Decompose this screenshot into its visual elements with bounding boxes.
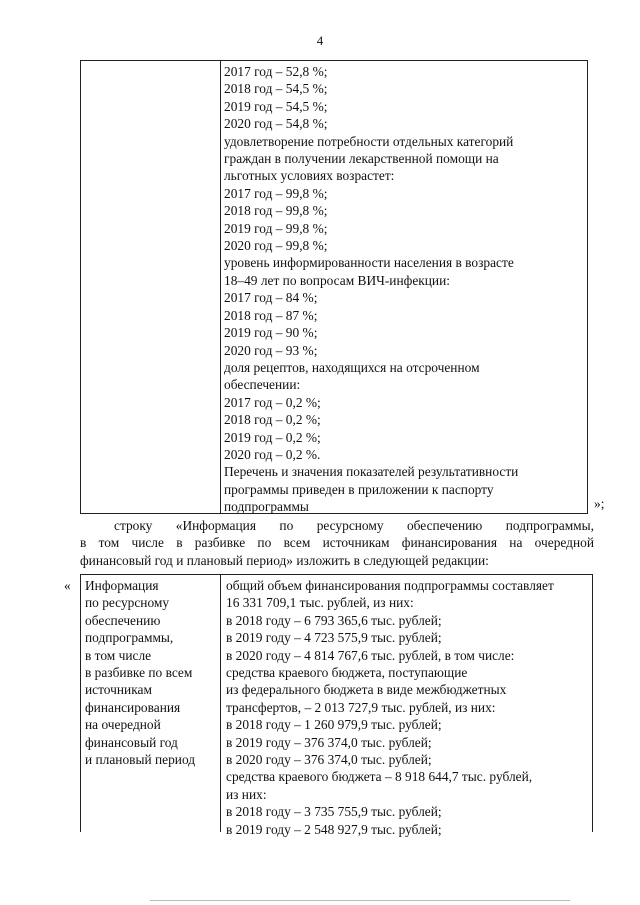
closing-quote: »; [594, 496, 605, 511]
label-line: по ресурсному [85, 595, 170, 611]
indicators-table [80, 60, 588, 514]
indicator-line: 2018 год – 87 %; [224, 307, 318, 323]
indicator-line: 2019 год – 90 %; [224, 325, 318, 341]
indicator-line: 2018 год – 54,5 %; [224, 81, 328, 97]
indicator-line: 2017 год – 52,8 %; [224, 64, 328, 79]
funding-table [80, 574, 593, 837]
paragraph-line: в том числе в разбивке по всем источникам финансирования на очередной [80, 535, 594, 551]
indicators-cell [224, 63, 586, 516]
label-line: в том числе [85, 647, 152, 663]
funding-line: в 2018 году – 6 793 365,6 тыс. рублей; [226, 612, 442, 628]
funding-line: в 2019 году – 2 548 927,9 тыс. рублей; [226, 821, 442, 837]
funding-label-cell [85, 577, 217, 768]
indicator-line: 2020 год – 0,2 %. [224, 446, 321, 462]
funding-line: средства краевого бюджета – 8 918 644,7 тыс. рублей, [226, 769, 533, 785]
page-edge-rule [150, 900, 570, 901]
funding-value-cell [226, 577, 590, 838]
funding-line: в 2020 году – 376 374,0 тыс. рублей; [226, 752, 432, 768]
label-line: обеспечению [85, 612, 161, 628]
paragraph-line: финансовый год и плановый период» изложить в следующей редакции: [80, 552, 489, 568]
indicator-line: граждан в получении лекарственной помощи на [224, 151, 499, 167]
indicator-line: подпрограммы [224, 499, 309, 515]
label-line: в разбивке по всем [85, 665, 193, 681]
funding-line: трансфертов, – 2 013 727,9 тыс. рублей, из них: [226, 699, 496, 715]
funding-line: в 2019 году – 4 723 575,9 тыс. рублей; [226, 630, 442, 646]
funding-line: из федерального бюджета в виде межбюджетных [226, 682, 507, 698]
indicator-line: доля рецептов, находящихся на отсроченном [224, 359, 480, 375]
indicator-line: 2018 год – 99,8 %; [224, 203, 328, 219]
label-line: Информация [85, 578, 159, 593]
indicator-line: 2020 год – 93 %; [224, 342, 318, 358]
indicator-line: программы приведен в приложении к паспорту [224, 481, 494, 497]
indicator-line: 2017 год – 0,2 %; [224, 394, 321, 410]
indicator-line: 2018 год – 0,2 %; [224, 412, 321, 428]
indicator-line: 2020 год – 99,8 %; [224, 238, 328, 254]
indicator-line: уровень информированности населения в возрасте [224, 255, 514, 271]
page-number: 4 [316, 33, 324, 48]
indicator-line: 18–49 лет по вопросам ВИЧ-инфекции: [224, 272, 450, 288]
indicator-line: 2020 год – 54,8 %; [224, 116, 328, 132]
indicator-line: 2019 год – 0,2 %; [224, 429, 321, 445]
opening-quote: « [64, 578, 71, 593]
label-line: на очередной [85, 717, 161, 733]
paragraph-line: строку «Информация по ресурсному обеспечению подпрограммы, [114, 518, 594, 533]
indicator-line: льготных условиях возрастет: [224, 168, 395, 184]
indicator-line: обеспечении: [224, 377, 301, 393]
indicator-line: 2017 год – 84 %; [224, 290, 318, 306]
label-line: финансовый год [85, 734, 178, 750]
column-divider [220, 61, 221, 513]
indicator-line: Перечень и значения показателей результативности [224, 464, 519, 480]
funding-line: общий объем финансирования подпрограммы составляет [226, 578, 554, 593]
indicator-line: 2019 год – 99,8 %; [224, 220, 328, 236]
instruction-paragraph [80, 517, 594, 569]
indicator-line: 2017 год – 99,8 %; [224, 185, 328, 201]
funding-line: в 2018 году – 1 260 979,9 тыс. рублей; [226, 717, 442, 733]
funding-line: в 2020 году – 4 814 767,6 тыс. рублей, в том числе: [226, 647, 515, 663]
column-divider [220, 575, 221, 832]
funding-line: 16 331 709,1 тыс. рублей, из них: [226, 595, 414, 611]
indicator-line: 2019 год – 54,5 %; [224, 98, 328, 114]
funding-line: в 2018 году – 3 735 755,9 тыс. рублей; [226, 804, 442, 820]
label-line: финансирования [85, 699, 181, 715]
label-line: источникам [85, 682, 152, 698]
label-line: и плановый период [85, 752, 196, 768]
funding-line: в 2019 году – 376 374,0 тыс. рублей; [226, 734, 432, 750]
indicator-line: удовлетворение потребности отдельных категорий [224, 133, 514, 149]
label-line: подпрограммы, [85, 630, 174, 646]
funding-line: средства краевого бюджета, поступающие [226, 665, 468, 681]
funding-line: из них: [226, 786, 267, 802]
